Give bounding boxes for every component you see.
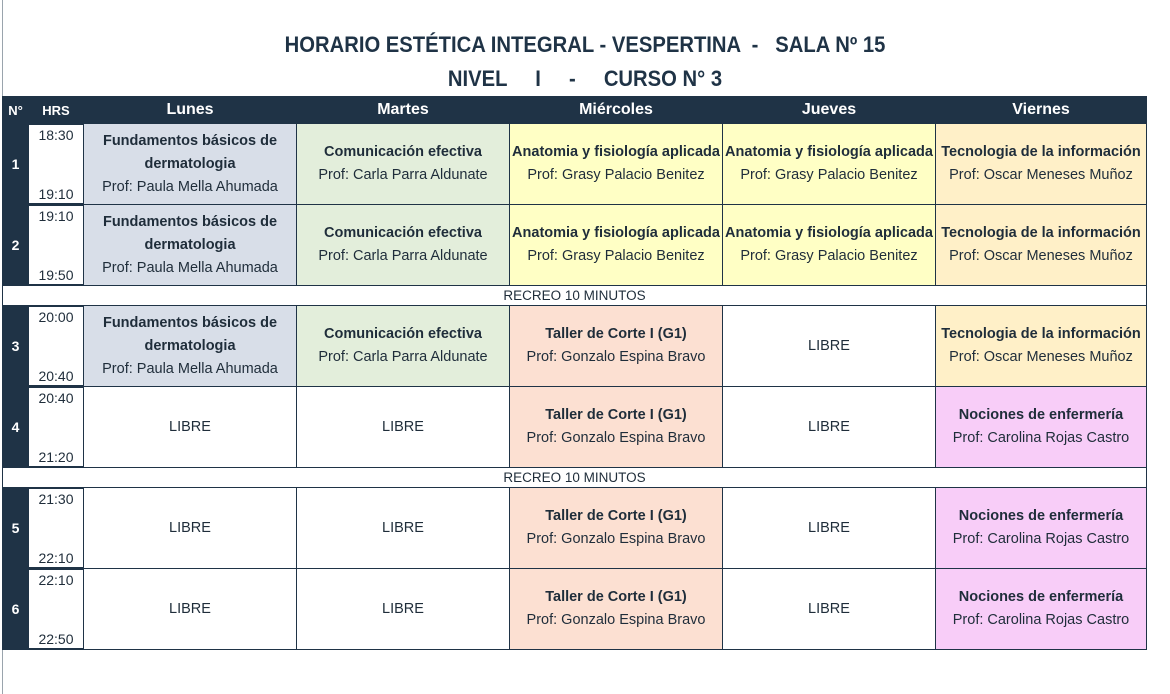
subject-name: Anatomia y fisiología aplicada — [512, 225, 720, 241]
period-time — [29, 306, 84, 387]
professor-name: Prof: Gonzalo Espina Bravo — [526, 430, 706, 446]
start-time: 18:30 — [38, 127, 74, 143]
end-time: 22:50 — [38, 631, 74, 647]
end-time: 22:10 — [38, 550, 74, 566]
table-row — [3, 306, 1147, 387]
subject-name: Taller de Corte I (G1) — [545, 589, 687, 605]
class-cell — [723, 124, 936, 205]
subject-name: Tecnologia de la información — [941, 326, 1141, 342]
period-number: 3 — [3, 306, 29, 387]
header-row — [3, 97, 1147, 124]
free-cell: LIBRE — [297, 387, 510, 468]
free-cell: LIBRE — [723, 306, 936, 387]
free-cell: LIBRE — [84, 569, 297, 650]
period-time — [29, 124, 84, 205]
class-cell — [510, 569, 723, 650]
period-time — [29, 387, 84, 468]
class-cell — [723, 205, 936, 286]
free-cell: LIBRE — [297, 569, 510, 650]
period-number: 5 — [3, 488, 29, 569]
table-row — [3, 205, 1147, 286]
class-cell — [84, 205, 297, 286]
subject-name: Comunicación efectiva — [324, 225, 482, 241]
class-cell — [510, 124, 723, 205]
subject-name: Nociones de enfermería — [958, 407, 1124, 423]
professor-name: Prof: Grasy Palacio Benitez — [740, 167, 918, 183]
class-cell — [84, 306, 297, 387]
end-time: 19:50 — [38, 267, 74, 283]
professor-name: Prof: Gonzalo Espina Bravo — [526, 531, 706, 547]
professor-name: Prof: Grasy Palacio Benitez — [527, 167, 705, 183]
break-row — [3, 468, 1147, 488]
table-row — [3, 387, 1147, 468]
header-lunes: Lunes — [84, 97, 297, 124]
subject-name: Comunicación efectiva — [324, 326, 482, 342]
class-cell — [510, 387, 723, 468]
table-row — [3, 488, 1147, 569]
break-label: RECREO 10 MINUTOS — [3, 286, 1147, 306]
professor-name: Prof: Carolina Rojas Castro — [952, 430, 1130, 446]
free-cell: LIBRE — [297, 488, 510, 569]
subject-name: Nociones de enfermería — [958, 589, 1124, 605]
header-num: N° — [3, 97, 29, 124]
professor-name: Prof: Paula Mella Ahumada — [102, 178, 278, 195]
header-miercoles: Miércoles — [510, 97, 723, 124]
start-time: 20:40 — [38, 390, 74, 406]
subject-name: Tecnologia de la información — [941, 225, 1141, 241]
subject-name: Nociones de enfermería — [958, 508, 1124, 524]
professor-name: Prof: Carla Parra Aldunate — [318, 167, 488, 183]
end-time: 19:10 — [38, 186, 74, 202]
professor-name: Prof: Grasy Palacio Benitez — [527, 248, 705, 264]
professor-name: Prof: Carla Parra Aldunate — [318, 248, 488, 264]
free-cell: LIBRE — [723, 488, 936, 569]
period-time — [29, 488, 84, 569]
class-cell — [936, 569, 1147, 650]
period-number: 4 — [3, 387, 29, 468]
period-number: 2 — [3, 205, 29, 286]
subject-name: Comunicación efectiva — [324, 144, 482, 160]
professor-name: Prof: Paula Mella Ahumada — [102, 360, 278, 377]
subject-name: Fundamentos básicos de dermatologia — [102, 314, 278, 354]
break-label: RECREO 10 MINUTOS — [3, 468, 1147, 488]
header-hrs: HRS — [29, 97, 84, 124]
header-martes: Martes — [297, 97, 510, 124]
subject-name: Anatomia y fisiología aplicada — [725, 225, 933, 241]
professor-name: Prof: Oscar Meneses Muñoz — [949, 167, 1133, 183]
table-row — [3, 124, 1147, 205]
class-cell — [297, 124, 510, 205]
class-cell — [510, 306, 723, 387]
professor-name: Prof: Gonzalo Espina Bravo — [526, 612, 706, 628]
period-time — [29, 205, 84, 286]
start-time: 19:10 — [38, 208, 74, 224]
free-cell: LIBRE — [723, 387, 936, 468]
period-number: 6 — [3, 569, 29, 650]
class-cell — [936, 124, 1147, 205]
subject-name: Taller de Corte I (G1) — [545, 508, 687, 524]
table-row — [3, 569, 1147, 650]
professor-name: Prof: Carolina Rojas Castro — [952, 531, 1130, 547]
professor-name: Prof: Paula Mella Ahumada — [102, 259, 278, 276]
period-time — [29, 569, 84, 650]
class-cell — [510, 205, 723, 286]
professor-name: Prof: Oscar Meneses Muñoz — [949, 349, 1133, 365]
class-cell — [936, 306, 1147, 387]
schedule-title: HORARIO ESTÉTICA INTEGRAL - VESPERTINA - SALA Nº 15 — [284, 32, 886, 57]
class-cell — [510, 488, 723, 569]
start-time: 20:00 — [38, 309, 74, 325]
class-cell — [936, 205, 1147, 286]
subject-name: Taller de Corte I (G1) — [545, 407, 687, 423]
schedule-subtitle: NIVEL I - CURSO N° 3 — [447, 66, 723, 91]
professor-name: Prof: Oscar Meneses Muñoz — [949, 248, 1133, 264]
free-cell: LIBRE — [723, 569, 936, 650]
period-number: 1 — [3, 124, 29, 205]
schedule-table — [2, 96, 1147, 650]
subject-name: Taller de Corte I (G1) — [545, 326, 687, 342]
free-cell: LIBRE — [84, 488, 297, 569]
class-cell — [936, 488, 1147, 569]
subject-name: Fundamentos básicos de dermatologia — [102, 213, 278, 253]
subject-name: Tecnologia de la información — [941, 144, 1141, 160]
end-time: 21:20 — [38, 449, 74, 465]
header-viernes: Viernes — [936, 97, 1147, 124]
subject-name: Anatomia y fisiología aplicada — [512, 144, 720, 160]
professor-name: Prof: Gonzalo Espina Bravo — [526, 349, 706, 365]
professor-name: Prof: Carla Parra Aldunate — [318, 349, 488, 365]
professor-name: Prof: Grasy Palacio Benitez — [740, 248, 918, 264]
start-time: 22:10 — [38, 572, 74, 588]
subject-name: Anatomia y fisiología aplicada — [725, 144, 933, 160]
end-time: 20:40 — [38, 368, 74, 384]
subject-name: Fundamentos básicos de dermatologia — [102, 132, 278, 172]
free-cell: LIBRE — [84, 387, 297, 468]
header-jueves: Jueves — [723, 97, 936, 124]
class-cell — [936, 387, 1147, 468]
class-cell — [84, 124, 297, 205]
start-time: 21:30 — [38, 491, 74, 507]
break-row — [3, 286, 1147, 306]
class-cell — [297, 306, 510, 387]
class-cell — [297, 205, 510, 286]
professor-name: Prof: Carolina Rojas Castro — [952, 612, 1130, 628]
